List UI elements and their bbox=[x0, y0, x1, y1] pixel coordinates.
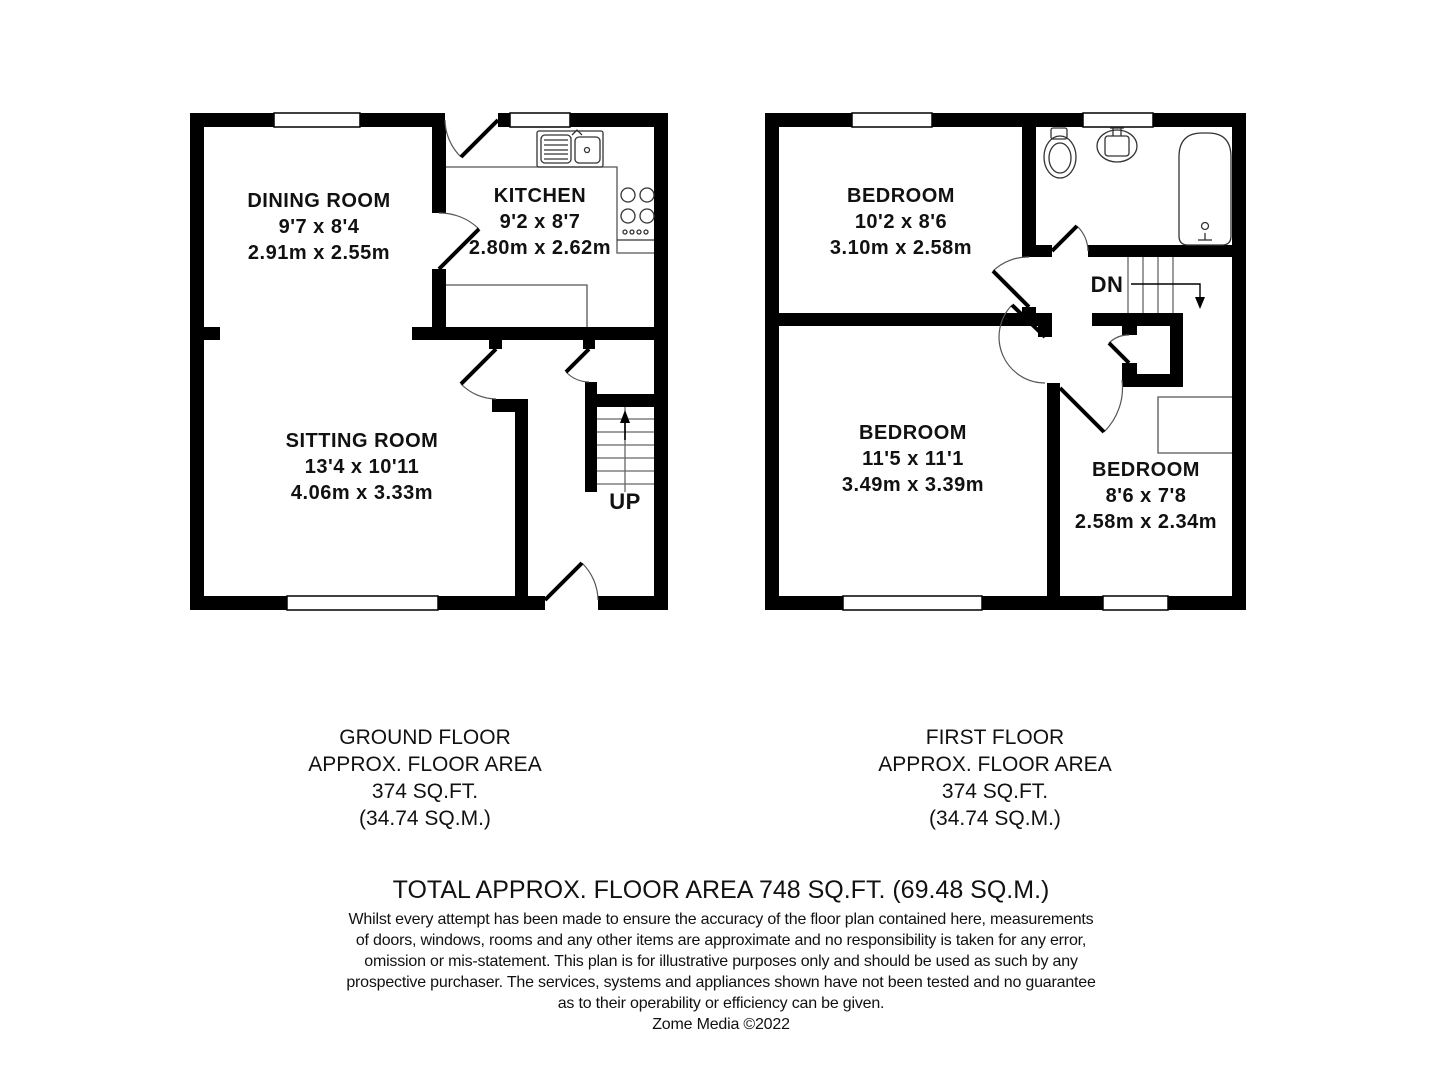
kitchen-label bbox=[469, 183, 611, 261]
room-dim-m: 2.91m x 2.55m bbox=[247, 242, 391, 264]
toilet-icon bbox=[1044, 128, 1076, 178]
floor-subtitle: APPROX. FLOOR AREA bbox=[308, 753, 542, 776]
room-dim-ft: 10'2 x 8'6 bbox=[854, 211, 948, 233]
bathtub-icon bbox=[1179, 133, 1231, 245]
room-dim-m: 4.06m x 3.33m bbox=[290, 482, 434, 504]
bedroom2-label bbox=[842, 420, 984, 498]
front-door-opening bbox=[545, 595, 598, 611]
disclaimer-line: Whilst every attempt has been made to ensure the accuracy of the floor plan contained here, measurements bbox=[348, 911, 1094, 928]
floor-sqm: (34.74 SQ.M.) bbox=[359, 807, 491, 830]
floor-subtitle: APPROX. FLOOR AREA bbox=[878, 753, 1112, 776]
room-dim-ft: 8'6 x 7'8 bbox=[1105, 485, 1187, 507]
room-name: BEDROOM bbox=[847, 185, 955, 207]
ground-floor-area-block bbox=[175, 724, 675, 832]
room-name: BEDROOM bbox=[1092, 459, 1200, 481]
disclaimer-line: prospective purchaser. The services, systems and appliances shown have not been tested and no guarantee bbox=[346, 974, 1096, 991]
floor-sqm: (34.74 SQ.M.) bbox=[929, 807, 1061, 830]
credit-line: Zome Media ©2022 bbox=[652, 1016, 790, 1033]
sitting-room-label bbox=[286, 428, 439, 506]
stairs-down bbox=[1128, 257, 1205, 313]
floor-title: FIRST FLOOR bbox=[925, 726, 1065, 749]
disclaimer-line: omission or mis-statement. This plan is for illustrative purposes only and should be used as such by any bbox=[364, 953, 1078, 970]
room-name: SITTING ROOM bbox=[285, 430, 439, 452]
room-name: BEDROOM bbox=[859, 422, 967, 444]
cupboard-outline bbox=[1158, 397, 1232, 453]
disclaimer-line: of doors, windows, rooms and any other items are approximate and no responsibility is taken for any error, bbox=[355, 932, 1087, 949]
room-dim-ft: 11'5 x 11'1 bbox=[862, 448, 964, 470]
stairs-up bbox=[597, 407, 654, 492]
first-floor-area-block bbox=[745, 724, 1245, 832]
room-dim-m: 2.80m x 2.62m bbox=[468, 237, 612, 259]
basin-icon bbox=[1097, 128, 1137, 162]
stove-icon bbox=[617, 188, 654, 240]
kitchen-sink-icon bbox=[537, 130, 603, 167]
room-name: KITCHEN bbox=[493, 185, 587, 207]
disclaimer-line: as to their operability or efficiency can be given. bbox=[557, 995, 885, 1012]
room-dim-m: 2.58m x 2.34m bbox=[1074, 511, 1218, 533]
floor-title: GROUND FLOOR bbox=[339, 726, 511, 749]
room-dim-ft: 13'4 x 10'11 bbox=[304, 456, 420, 478]
up-label: UP bbox=[609, 489, 641, 514]
bedroom3-label bbox=[1075, 457, 1217, 535]
room-name: DINING ROOM bbox=[247, 190, 391, 212]
disclaimer-block bbox=[0, 909, 1442, 1035]
room-dim-ft: 9'2 x 8'7 bbox=[499, 211, 581, 233]
dn-label: DN bbox=[1090, 272, 1124, 297]
room-dim-ft: 9'7 x 8'4 bbox=[278, 216, 360, 238]
floor-sqft: 374 SQ.FT. bbox=[371, 780, 479, 803]
room-dim-m: 3.49m x 3.39m bbox=[841, 474, 985, 496]
room-dim-m: 3.10m x 2.58m bbox=[829, 237, 973, 259]
floor-sqft: 374 SQ.FT. bbox=[941, 780, 1049, 803]
total-area-line: TOTAL APPROX. FLOOR AREA 748 SQ.FT. (69.48 SQ.M.) bbox=[392, 876, 1050, 904]
dining-room-label bbox=[247, 188, 390, 266]
bedroom1-label bbox=[830, 183, 972, 261]
